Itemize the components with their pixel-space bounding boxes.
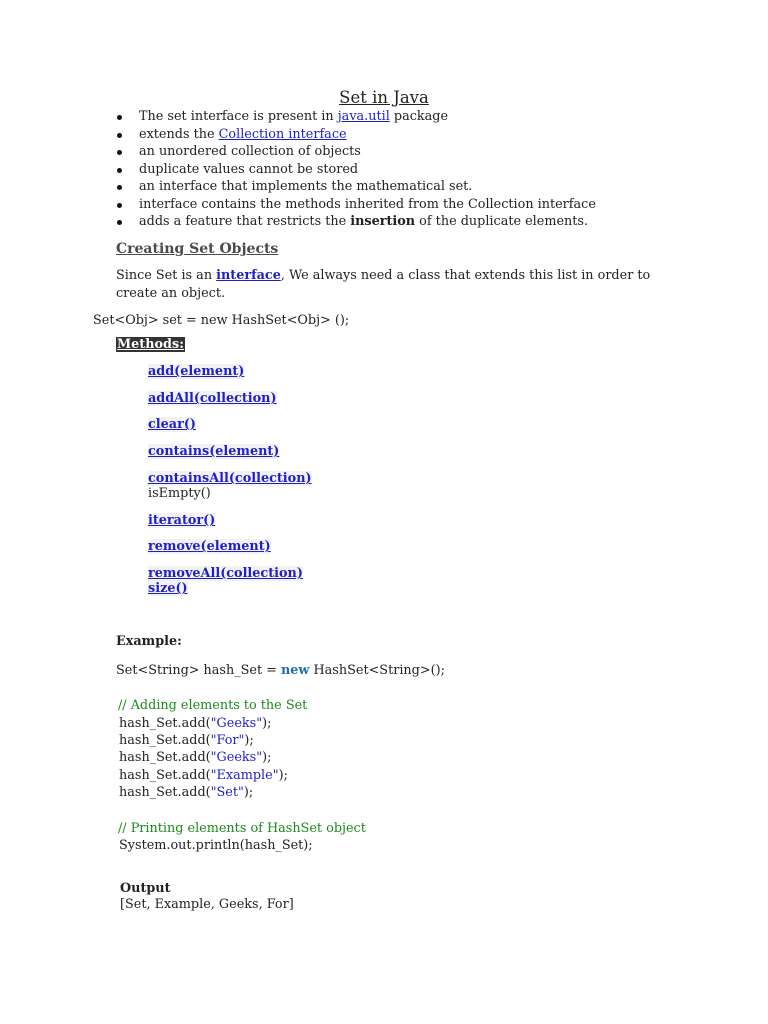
method-link-clear[interactable]: clear() [148, 417, 196, 432]
methods-label: Methods: [117, 337, 184, 352]
code-add-call [119, 733, 254, 748]
code-comment-adding: // Adding elements to the Set [118, 698, 308, 713]
method-text-isempty: isEmpty() [148, 486, 211, 501]
creating-set-objects-heading: Creating Set Objects [116, 241, 279, 257]
code-text: HashSet<String>(); [309, 663, 445, 678]
output-label: Output [120, 881, 171, 896]
code-string: "Example" [210, 768, 279, 783]
bullet-text: The set interface is present in [139, 109, 338, 124]
code-text: hash_Set.add( [119, 716, 211, 731]
example-declaration-line [116, 663, 445, 678]
bullet-dot-icon [117, 150, 122, 155]
code-text: hash_Set.add( [119, 768, 211, 783]
code-text: hash_Set.add( [119, 785, 211, 800]
method-link-removeall[interactable]: removeAll(collection) [148, 566, 303, 581]
method-link-remove[interactable]: remove(element) [148, 539, 271, 554]
page-title: Set in Java [339, 88, 429, 107]
code-add-call [119, 785, 253, 800]
code-string: "For" [210, 733, 245, 748]
paragraph-text: Since Set is an [116, 268, 217, 283]
bullet-dot-icon [117, 220, 122, 225]
code-string: "Set" [210, 785, 244, 800]
method-link-contains[interactable]: contains(element) [148, 444, 280, 459]
bullet-text: interface contains the methods inherited from the Collection interface [139, 196, 596, 212]
paragraph-text: , We always need a class that extends this list in order to create an object. [116, 268, 651, 301]
bullet-dot-icon [117, 185, 122, 190]
example-label: Example: [116, 634, 182, 649]
code-keyword: new [280, 663, 310, 678]
bullet-text: duplicate values cannot be stored [139, 161, 359, 177]
bullet-dot-icon [117, 133, 122, 138]
code-text: ); [243, 785, 254, 800]
code-text: hash_Set.add( [119, 733, 211, 748]
set-declaration-line: Set<Obj> set = new HashSet<Obj> (); [93, 313, 350, 328]
method-link-add[interactable]: add(element) [148, 364, 245, 379]
creating-paragraph [116, 267, 686, 303]
bullet-dot-icon [117, 115, 122, 120]
code-text: hash_Set.add( [119, 750, 211, 765]
code-text: Set<String> hash_Set = [116, 663, 281, 678]
code-text: ); [262, 750, 272, 765]
code-string: "Geeks" [210, 716, 263, 731]
bullet-text: an unordered collection of objects [139, 144, 361, 159]
collection-interface-link[interactable]: Collection interface [218, 126, 347, 142]
method-link-addall[interactable]: addAll(collection) [148, 391, 277, 406]
bullet-dot-icon [117, 203, 122, 208]
bullet-text: adds a feature that restricts the [139, 214, 351, 229]
code-add-call [119, 716, 271, 731]
method-link-size[interactable]: size() [148, 581, 188, 596]
code-print-line: System.out.println(hash_Set); [119, 838, 313, 853]
java-util-link[interactable]: java.util [337, 109, 390, 124]
bullet-text: of the duplicate elements. [415, 214, 589, 229]
code-text: ); [244, 733, 254, 748]
interface-link[interactable]: interface [216, 268, 281, 283]
code-string: "Geeks" [210, 750, 263, 765]
method-link-iterator[interactable]: iterator() [148, 513, 216, 528]
bullet-bold-text: insertion [350, 214, 416, 229]
bullet-text: package [389, 109, 449, 124]
code-text: ); [278, 768, 288, 783]
code-add-call [119, 750, 271, 765]
bullet-text: an interface that implements the mathematical set. [139, 179, 473, 194]
code-comment-printing: // Printing elements of HashSet object [118, 821, 366, 836]
code-add-call [119, 768, 288, 783]
method-link-containsall[interactable]: containsAll(collection) [148, 471, 312, 486]
bullet-dot-icon [117, 168, 122, 173]
code-text: ); [262, 716, 272, 731]
output-value: [Set, Example, Geeks, For] [120, 897, 294, 912]
bullet-text: extends the [139, 126, 219, 142]
